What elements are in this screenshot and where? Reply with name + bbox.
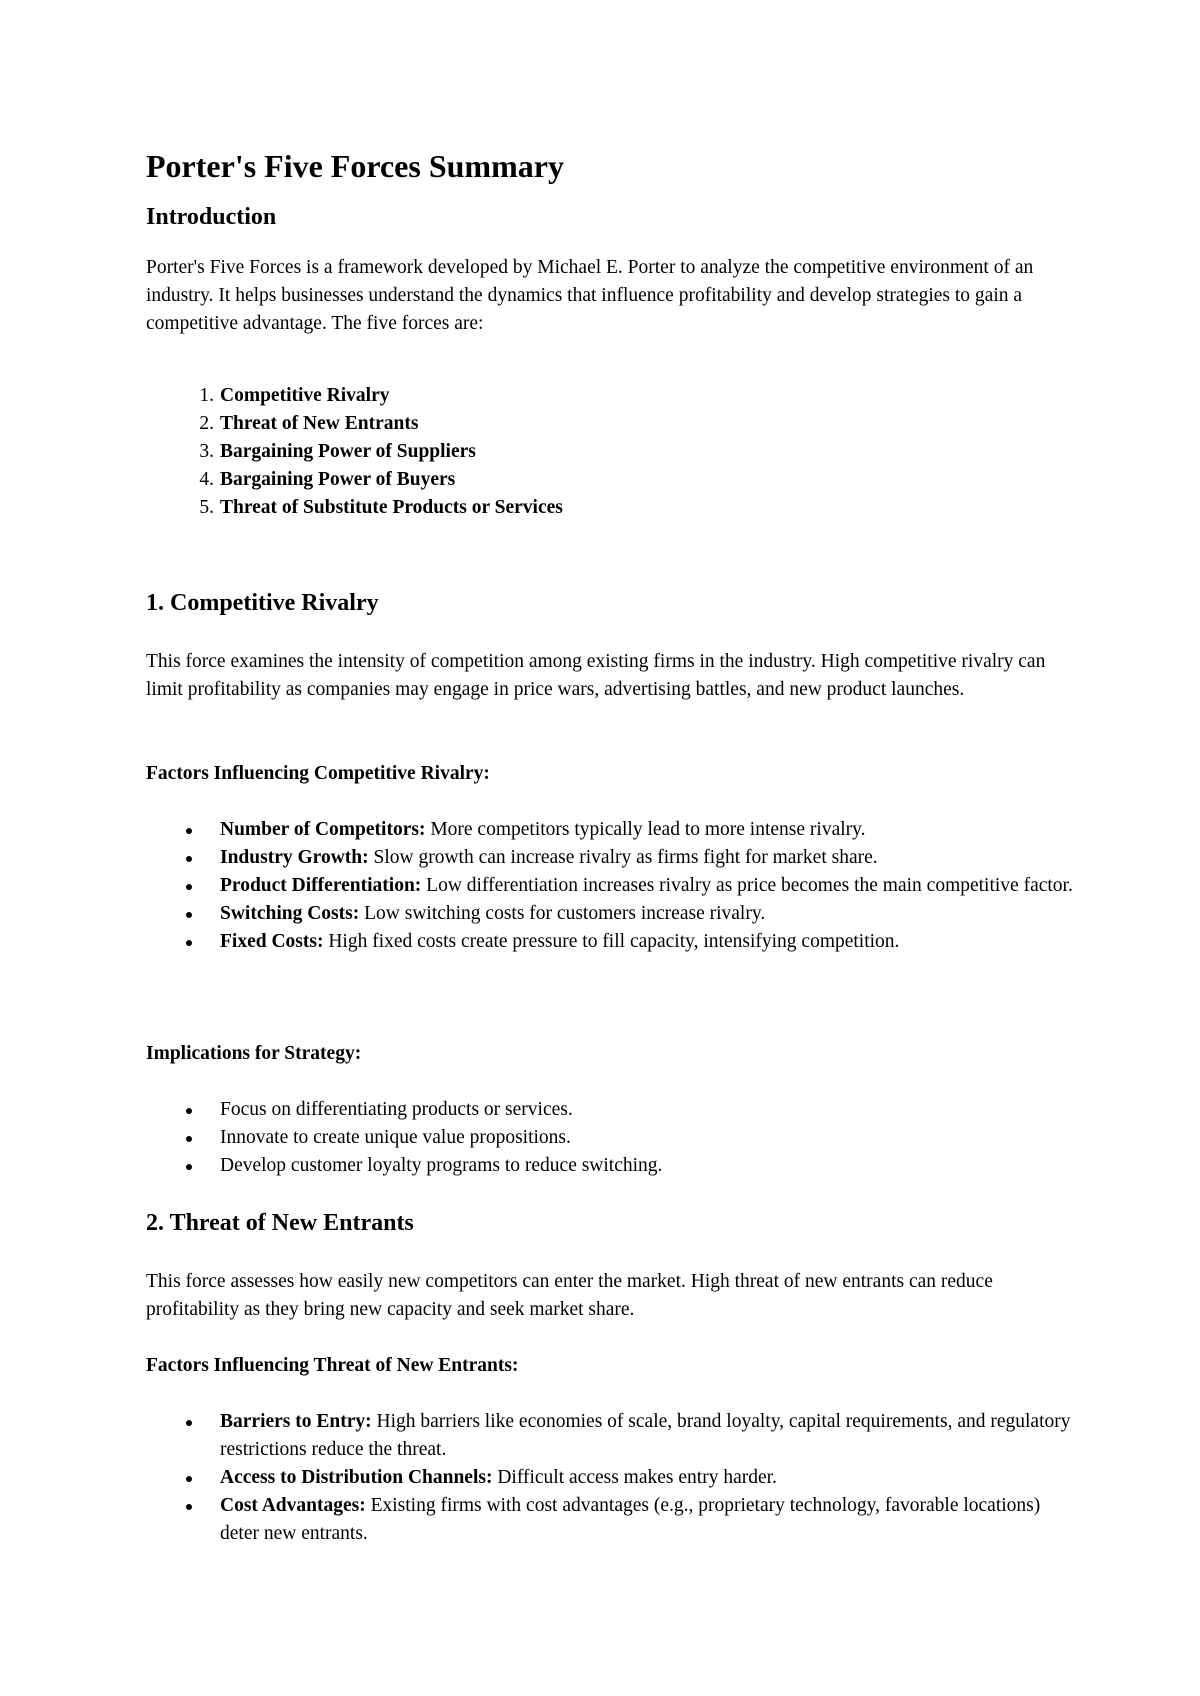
list-item [146,844,1076,872]
list-item [146,928,1076,956]
list-item [146,1124,1076,1152]
entrants-factors-list [146,1408,1076,1548]
bullet-icon [186,1420,192,1426]
rivalry-heading: 1. Competitive Rivalry [146,590,379,616]
factor-term: Industry Growth: [220,847,369,868]
bullet-icon [186,1108,192,1114]
list-item [146,1492,1076,1548]
rivalry-factors-label: Factors Influencing Competitive Rivalry: [146,763,490,784]
list-item [146,382,1076,410]
force-label: Threat of Substitute Products or Services [220,497,563,518]
list-number: 5. [199,497,214,518]
bullet-icon [186,1504,192,1510]
list-item [146,410,1076,438]
factor-term: Product Differentiation: [220,875,422,896]
list-item [146,466,1076,494]
list-item [146,494,1076,522]
entrants-factors-label: Factors Influencing Threat of New Entrants: [146,1355,519,1376]
implication-text: Develop customer loyalty programs to reduce switching. [220,1155,663,1176]
bullet-icon [186,856,192,862]
list-number: 1. [199,385,214,406]
factor-term: Cost Advantages: [220,1495,366,1516]
list-number: 3. [199,441,214,462]
implication-text: Focus on differentiating products or services. [220,1099,573,1120]
force-label: Competitive Rivalry [220,385,390,406]
factor-text: Difficult access makes entry harder. [492,1467,777,1488]
list-number: 2. [199,413,214,434]
factor-text: High barriers like economies of scale, brand loyalty, capital requirements, and regulatory restrictions reduce the threat. [220,1411,1071,1460]
list-item [146,1464,1076,1492]
factor-term: Access to Distribution Channels: [220,1467,493,1488]
bullet-icon [186,1136,192,1142]
force-label: Threat of New Entrants [220,413,419,434]
bullet-icon [186,912,192,918]
entrants-paragraph: This force assesses how easily new competitors can enter the market. High threat of new entrants can reduce profitability as they bring new capacity and seek market share. [146,1271,993,1320]
list-number: 4. [199,469,214,490]
list-item [146,1152,1076,1180]
rivalry-factors-list [146,816,1076,956]
force-label: Bargaining Power of Suppliers [220,441,476,462]
intro-heading: Introduction [146,204,277,230]
factor-text: Low differentiation increases rivalry as price becomes the main competitive factor. [421,875,1073,896]
factor-text: High fixed costs create pressure to fill capacity, intensifying competition. [323,931,900,952]
factor-term: Fixed Costs: [220,931,324,952]
factor-term: Switching Costs: [220,903,360,924]
list-item [146,872,1076,900]
bullet-icon [186,884,192,890]
factor-text: More competitors typically lead to more intense rivalry. [425,819,866,840]
factor-term: Number of Competitors: [220,819,426,840]
list-item [146,1096,1076,1124]
bullet-icon [186,1164,192,1170]
rivalry-paragraph: This force examines the intensity of competition among existing firms in the industry. High competitive rivalry can limit profitability as companies may engage in price wars, advertising battles, and new product launches. [146,651,1046,700]
factor-text: Low switching costs for customers increase rivalry. [359,903,766,924]
factor-term: Barriers to Entry: [220,1411,372,1432]
bullet-icon [186,828,192,834]
forces-list [146,382,1076,522]
factor-text: Existing firms with cost advantages (e.g., proprietary technology, favorable locations) deter new entrants. [220,1495,1041,1544]
bullet-icon [186,940,192,946]
implication-text: Innovate to create unique value propositions. [220,1127,571,1148]
list-item [146,900,1076,928]
list-item [146,438,1076,466]
entrants-heading: 2. Threat of New Entrants [146,1210,414,1236]
force-label: Bargaining Power of Buyers [220,469,456,490]
list-item [146,816,1076,844]
intro-paragraph: Porter's Five Forces is a framework developed by Michael E. Porter to analyze the competitive environment of an industry. It helps businesses understand the dynamics that influence profitability and develop strategies to gain a competitive advantage. The five forces are: [146,257,1034,334]
bullet-icon [186,1476,192,1482]
factor-text: Slow growth can increase rivalry as firms fight for market share. [368,847,878,868]
page-title: Porter's Five Forces Summary [146,148,564,184]
rivalry-implications-label: Implications for Strategy: [146,1043,362,1064]
rivalry-implications-list [146,1096,1076,1180]
list-item [146,1408,1076,1464]
